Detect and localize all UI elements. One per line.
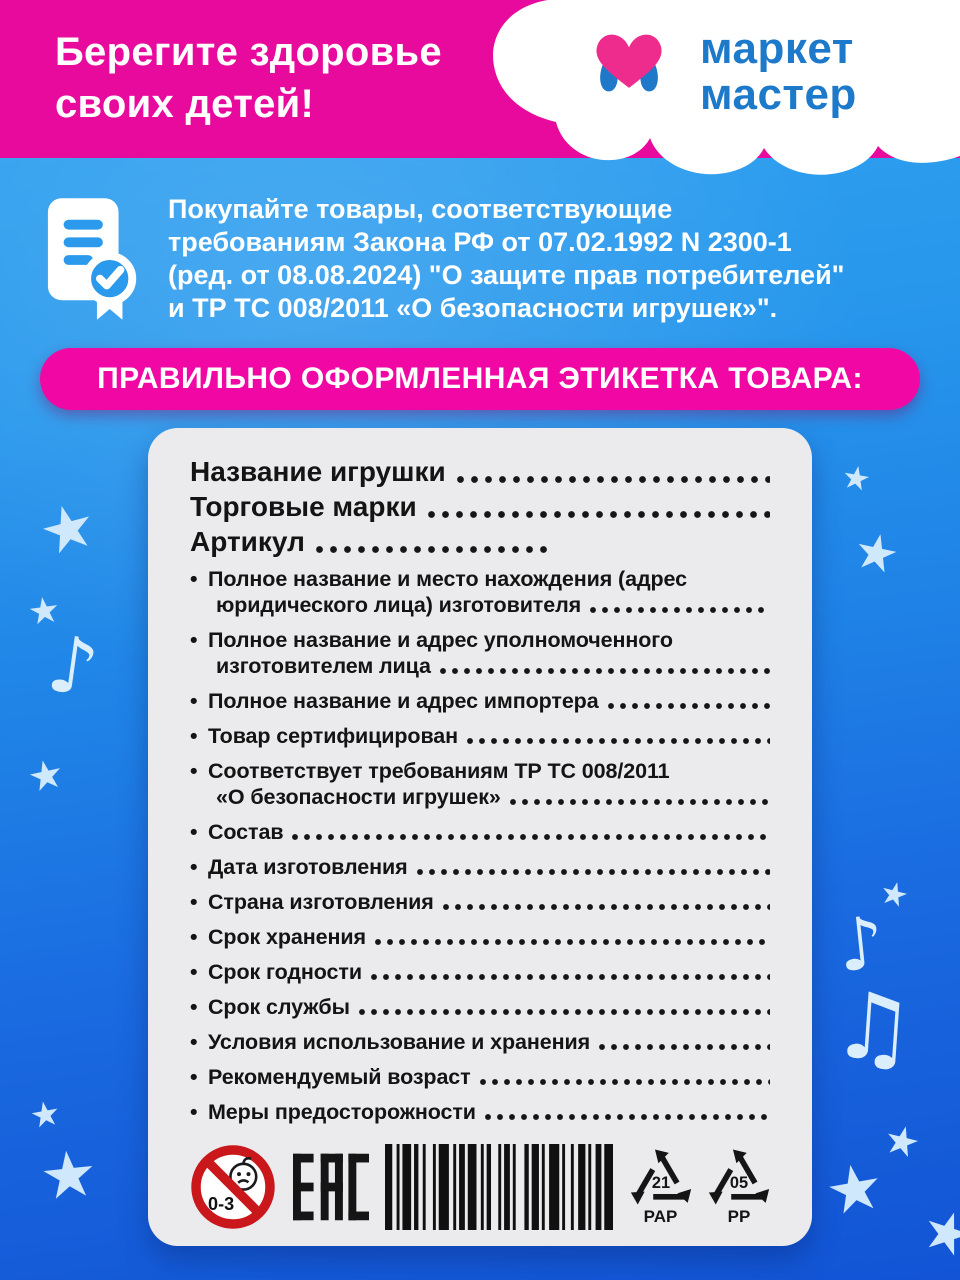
label-item: • Состав <box>190 819 770 845</box>
star-decoration <box>24 753 67 800</box>
label-item: • Рекомендуемый возраст <box>190 1064 770 1090</box>
music-note-decoration <box>829 979 918 1077</box>
recycling-triangle-icon <box>630 1148 692 1206</box>
label-fields <box>190 454 770 559</box>
age-warning-0-3-icon <box>190 1144 276 1230</box>
recycling-triangle-icon <box>708 1148 770 1206</box>
star-decoration <box>877 875 913 913</box>
logo-word-1: маркет <box>700 24 854 73</box>
section-heading: ПРАВИЛЬНО ОФОРМЛЕННАЯ ЭТИКЕТКА ТОВАРА: <box>97 362 863 395</box>
star-decoration <box>821 1154 889 1227</box>
label-item: • Страна изготовления <box>190 889 770 915</box>
star-decoration <box>849 524 903 582</box>
music-note-decoration <box>43 625 103 709</box>
label-field: Торговые марки <box>190 489 770 524</box>
logo-word-2: мастер <box>700 70 857 119</box>
recycling-material-label: PAP <box>643 1207 678 1226</box>
label-item: • Полное название и место нахождения (адрес юридического лица) изготовителя <box>190 566 770 618</box>
label-item: • Дата изготовления <box>190 854 770 880</box>
recycling-mark-pap <box>630 1148 692 1226</box>
label-items <box>190 566 770 1125</box>
star-decoration <box>880 1118 924 1165</box>
label-field: Артикул <box>190 524 770 559</box>
star-decoration <box>33 492 103 566</box>
label-item: • Меры предосторожности <box>190 1099 770 1125</box>
label-item: • Условия использование и хранения <box>190 1029 770 1055</box>
page-title: Берегите здоровье своих детей! <box>55 30 442 126</box>
star-decoration <box>915 1200 960 1269</box>
label-marks-row <box>190 1141 770 1233</box>
label-item: • Срок хранения <box>190 924 770 950</box>
eac-mark-icon <box>293 1148 369 1226</box>
svg-text:21: 21 <box>651 1174 670 1193</box>
label-item: • Срок годности <box>190 959 770 985</box>
label-item: • Соответствует требованиям ТР ТС 008/2011 «О безопасности игрушек» <box>190 758 770 810</box>
label-field: Название игрушки <box>190 454 770 489</box>
label-item: • Полное название и адрес уполномоченного изготовителем лица <box>190 627 770 679</box>
svg-text:05: 05 <box>729 1174 749 1193</box>
certificate-icon <box>44 194 146 324</box>
recycling-mark-pp <box>708 1148 770 1226</box>
star-decoration <box>839 460 873 496</box>
logo-wordmark <box>700 26 857 118</box>
market-master-logo-icon <box>585 22 673 108</box>
label-item: • Товар сертифицирован <box>190 723 770 749</box>
label-card <box>148 428 812 1246</box>
label-item: • Полное название и адрес импортера <box>190 688 770 714</box>
star-decoration <box>37 1141 101 1211</box>
star-decoration <box>27 1096 63 1135</box>
label-item: • Срок службы <box>190 994 770 1020</box>
svg-text:0-3: 0-3 <box>208 1194 235 1215</box>
section-heading-band <box>40 348 920 410</box>
barcode <box>385 1144 613 1230</box>
recycling-material-label: PP <box>727 1207 751 1226</box>
intro-paragraph: Покупайте товары, соответствующие требованиям Закона РФ от 07.02.1992 N 2300-1 (ред. от 08.08.2024) "О защите прав потребителей" и ТР ТС 008/2011 «О безопасности игрушек»". <box>168 194 845 323</box>
